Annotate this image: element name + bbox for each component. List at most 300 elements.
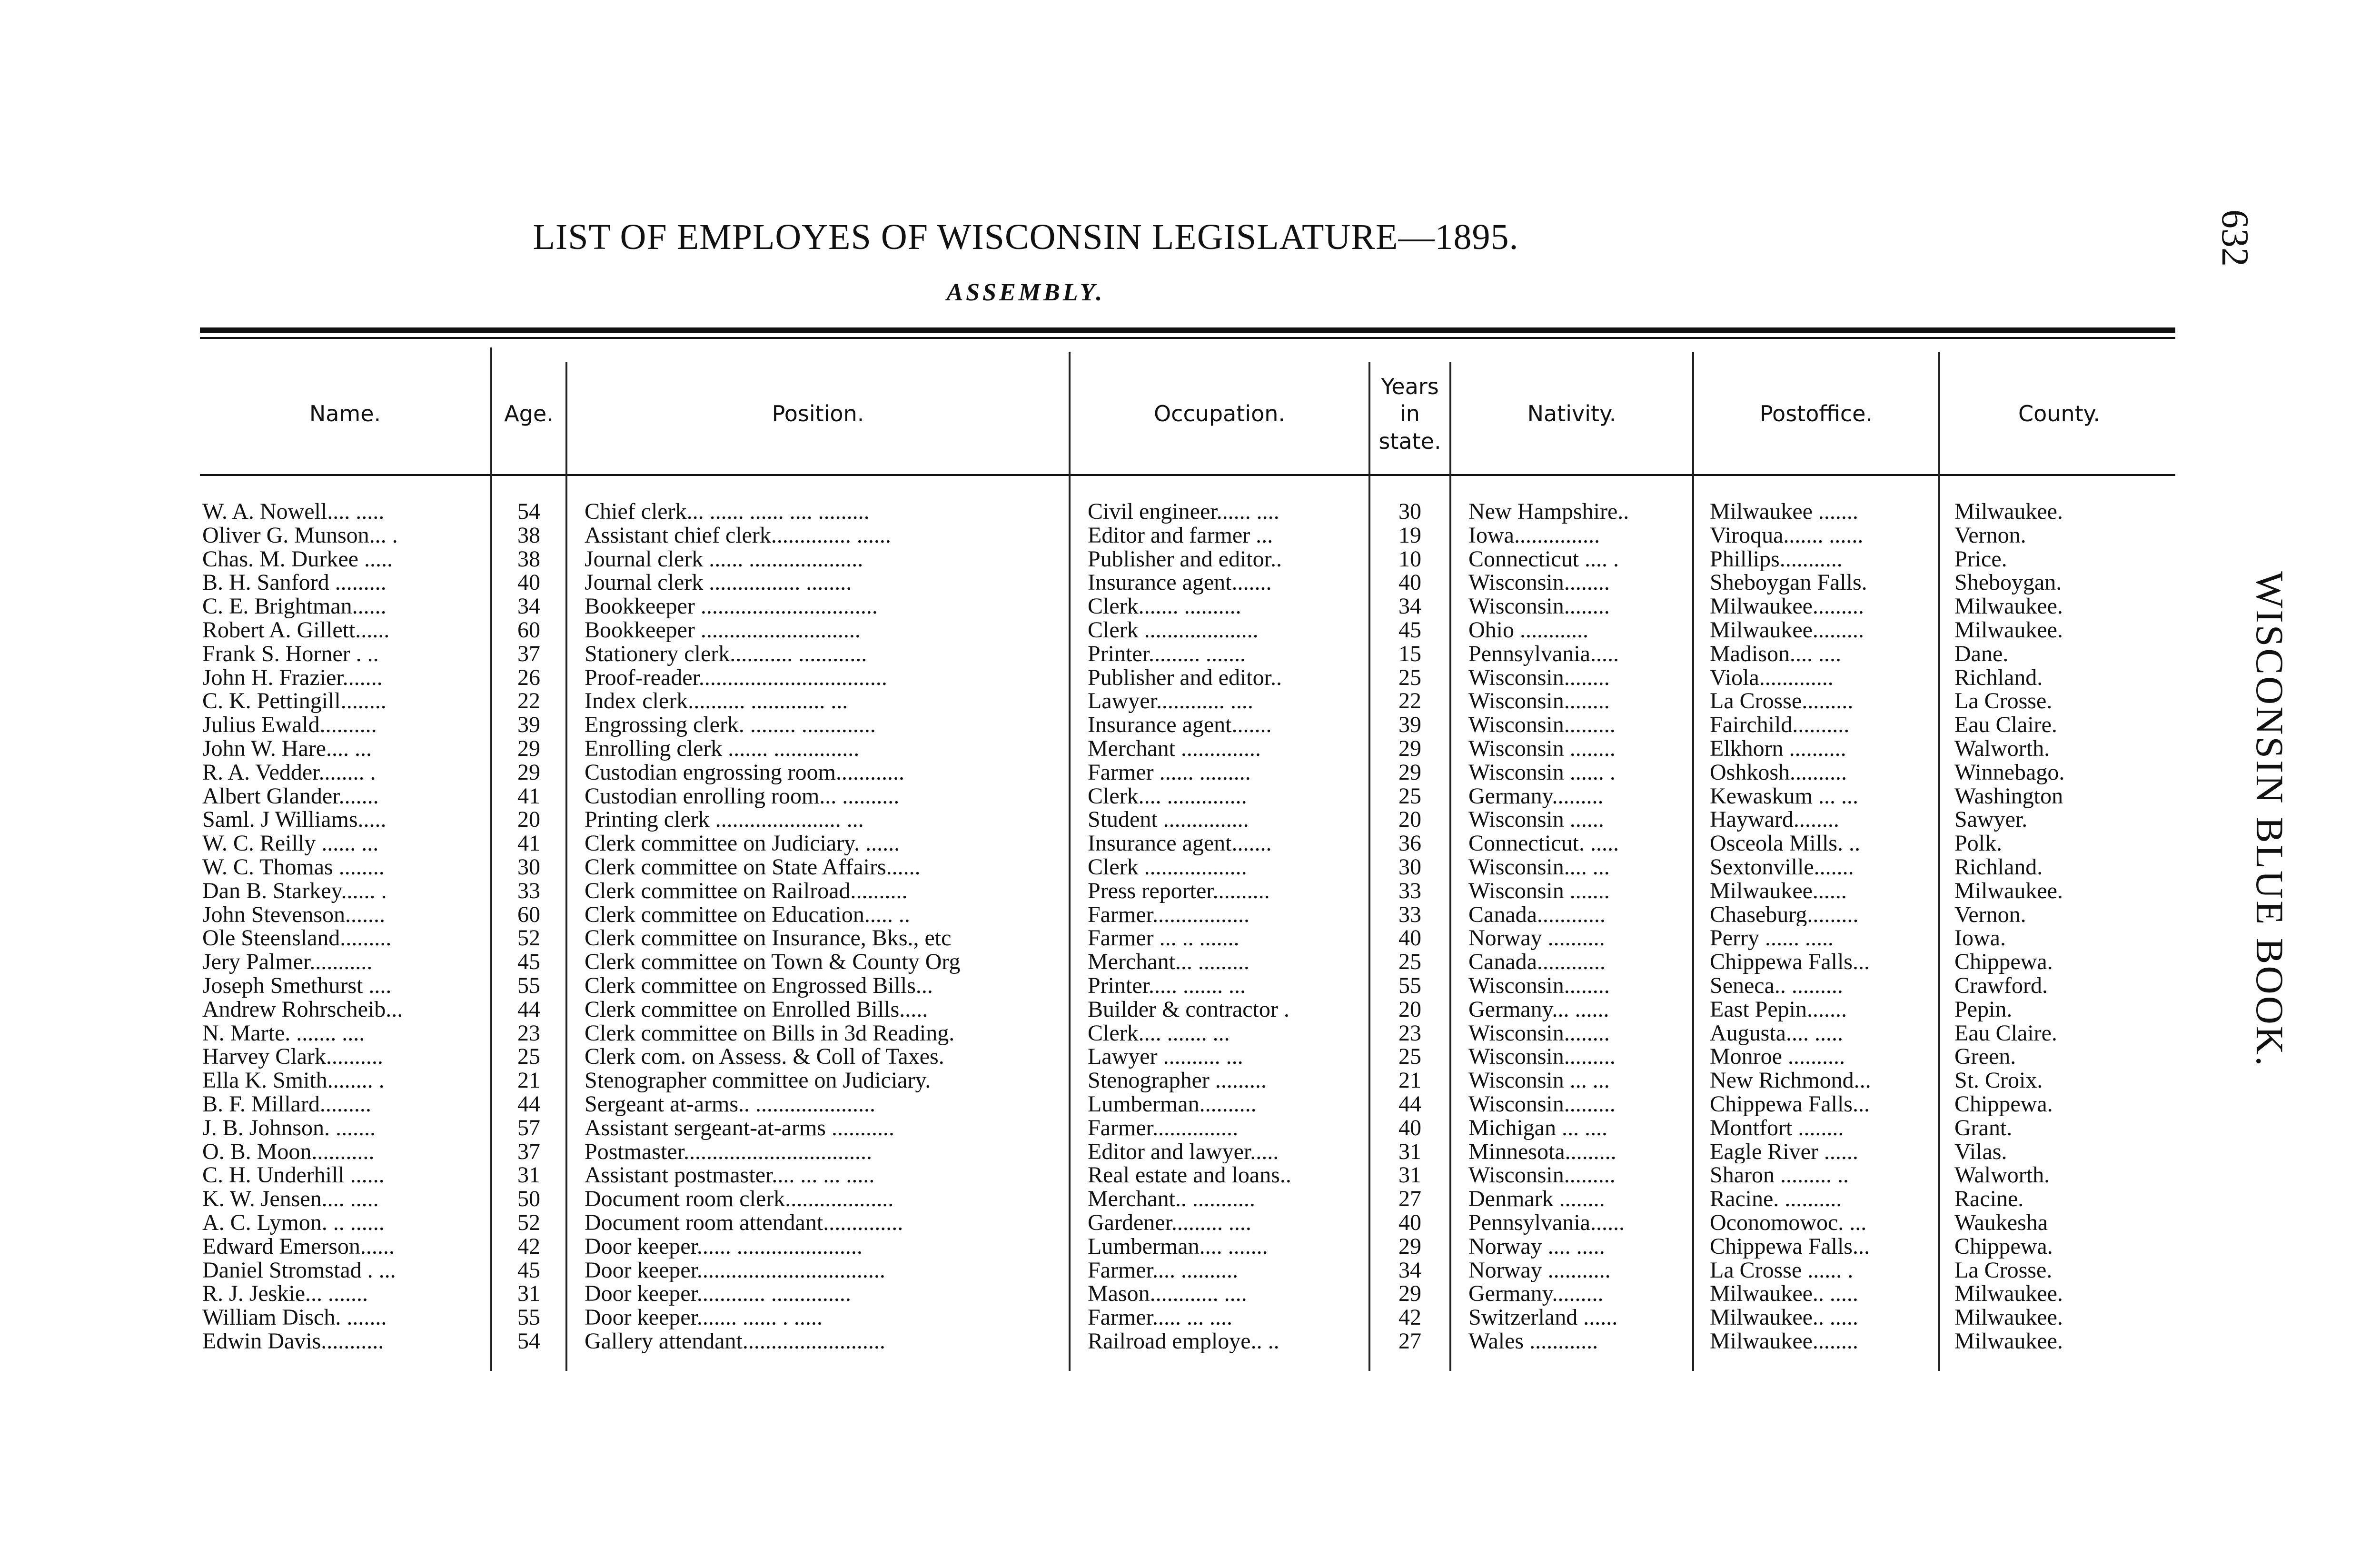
cell-occupation: Farmer ... .. ....... [1088,926,1240,951]
cell-postoffice: East Pepin....... [1710,997,1847,1021]
cell-postoffice: Osceola Mills. .. [1710,832,1860,855]
table-row [0,1259,2380,1282]
cell-occupation: Student ............... [1088,808,1249,832]
cell-position: Stationery clerk........... ............ [585,642,867,666]
table-row [0,1235,2380,1259]
cell-position: Enrolling clerk ....... ............... [585,736,860,761]
table-row [0,1069,2380,1092]
cell-county: Dane. [1954,642,2009,666]
cell-county: Chippewa. [1954,1092,2053,1116]
table-row [0,713,2380,737]
cell-position: Clerk committee on Judiciary. ...... [585,832,900,855]
table-row [0,974,2380,998]
cell-occupation: Lawyer............ .... [1088,689,1253,714]
page-number: 632 [2214,209,2256,267]
cell-years: 20 [1398,997,1421,1021]
cell-position: Clerk committee on Enrolled Bills..... [585,997,928,1021]
cell-name: John H. Frazier....... [202,665,383,690]
cell-nativity: Germany......... [1468,784,1604,808]
cell-postoffice: Madison.... .... [1710,642,1841,666]
cell-age: 41 [517,784,540,808]
cell-occupation: Merchant... ......... [1088,950,1250,974]
cell-county: Polk. [1954,832,2003,855]
cell-occupation: Clerk....... .......... [1088,595,1241,618]
cell-county: Green. [1954,1045,2016,1069]
cell-position: Custodian enrolling room... .......... [585,784,900,808]
table-row [0,998,2380,1021]
cell-years: 34 [1398,1258,1421,1282]
cell-postoffice: Chippewa Falls... [1710,950,1870,974]
cell-position: Index clerk.......... ............. ... [585,689,848,714]
cell-years: 23 [1398,1021,1421,1045]
cell-county: Milwaukee. [1954,500,2063,524]
column-header-age: Age. [504,401,554,427]
cell-name: C. E. Brightman...... [202,595,387,618]
cell-name: R. J. Jeskie... ....... [202,1282,368,1306]
cell-age: 44 [517,997,540,1021]
cell-position: Engrossing clerk. ........ ............. [585,713,876,737]
table-row [0,689,2380,713]
cell-name: Daniel Stromstad . ... [202,1258,396,1282]
cell-name: N. Marte. ....... .... [202,1021,365,1045]
cell-county: Pepin. [1954,997,2013,1021]
cell-postoffice: Milwaukee......... [1710,618,1864,642]
cell-county: Walworth. [1954,1163,2050,1188]
cell-name: Saml. J Williams..... [202,808,387,832]
cell-age: 60 [517,618,540,642]
cell-county: Winnebago. [1954,760,2065,784]
cell-nativity: Pennsylvania...... [1468,1210,1625,1235]
cell-occupation: Stenographer ......... [1088,1069,1267,1092]
cell-age: 31 [517,1163,540,1188]
table-row [0,1306,2380,1329]
cell-position: Gallery attendant......................... [585,1329,885,1353]
cell-occupation: Publisher and editor.. [1088,665,1282,690]
cell-postoffice: Chaseburg......... [1710,902,1859,927]
cell-postoffice: Racine. .......... [1710,1187,1842,1211]
cell-name: Oliver G. Munson... . [202,523,398,547]
table-row [0,761,2380,784]
cell-occupation: Merchant.. ........... [1088,1187,1255,1211]
cell-nativity: Norway ........... [1468,1258,1611,1282]
cell-occupation: Farmer..... ... .... [1088,1306,1232,1329]
cell-years: 30 [1398,855,1421,879]
cell-occupation: Lawyer .......... ... [1088,1045,1243,1069]
cell-name: C. H. Underhill ...... [202,1163,385,1188]
cell-county: Eau Claire. [1954,1021,2057,1045]
cell-nativity: Wisconsin ...... . [1468,760,1616,784]
cell-position: Assistant sergeant-at-arms ........... [585,1116,894,1140]
cell-name: Robert A. Gillett...... [202,618,390,642]
cell-name: Ole Steensland......... [202,926,392,951]
column-header-postoffice: Postoffice. [1759,401,1873,427]
cell-years: 40 [1398,926,1421,951]
cell-county: Waukesha [1954,1210,2048,1235]
cell-county: Vernon. [1954,902,2026,927]
table-row [0,808,2380,832]
cell-occupation: Civil engineer...... .... [1088,500,1279,524]
cell-name: Harvey Clark.......... [202,1045,383,1069]
cell-age: 37 [517,642,540,666]
cell-years: 21 [1398,1069,1421,1092]
cell-position: Door keeper....... ...... . ..... [585,1306,823,1329]
cell-position: Door keeper............ .............. [585,1282,851,1306]
cell-position: Clerk committee on Town & County Org [585,950,961,974]
column-header-years: Years in state. [1378,373,1441,454]
cell-nativity: Michigan ... .... [1468,1116,1607,1140]
cell-occupation: Farmer................. [1088,902,1250,927]
cell-years: 10 [1398,547,1421,571]
cell-county: La Crosse. [1954,1258,2053,1282]
cell-occupation: Printer......... ....... [1088,642,1246,666]
table-row [0,737,2380,761]
cell-postoffice: Montfort ........ [1710,1116,1844,1140]
column-header-county: County. [2018,401,2100,427]
cell-county: Sheboygan. [1954,571,2062,595]
cell-years: 29 [1398,1282,1421,1306]
cell-nativity: Wisconsin......... [1468,713,1616,737]
cell-years: 25 [1398,950,1421,974]
cell-position: Assistant chief clerk.............. ...... [585,523,891,547]
cell-name: Edwin Davis........... [202,1329,384,1353]
cell-county: Milwaukee. [1954,1306,2063,1329]
cell-age: 37 [517,1140,540,1164]
table-row [0,926,2380,950]
cell-nativity: Wisconsin........ [1468,571,1610,595]
cell-nativity: Ohio ............ [1468,618,1588,642]
table-row [0,832,2380,855]
cell-postoffice: Sextonville....... [1710,855,1854,879]
cell-position: Bookkeeper ............................... [585,595,878,618]
cell-postoffice: Chippewa Falls... [1710,1234,1870,1259]
cell-nativity: Wisconsin........ [1468,689,1610,714]
cell-name: A. C. Lymon. .. ...... [202,1210,385,1235]
cell-county: Eau Claire. [1954,713,2057,737]
cell-name: W. C. Reilly ...... ... [202,832,379,855]
cell-years: 25 [1398,665,1421,690]
cell-nativity: Connecticut .... . [1468,547,1619,571]
page-subtitle: ASSEMBLY. [946,279,1105,306]
cell-age: 52 [517,1210,540,1235]
cell-age: 29 [517,760,540,784]
cell-county: Crawford. [1954,973,2048,998]
cell-name: W. A. Nowell.... ..... [202,500,385,524]
cell-county: Iowa. [1954,926,2006,951]
cell-postoffice: Milwaukee ....... [1710,500,1858,524]
cell-occupation: Farmer.... .......... [1088,1258,1238,1282]
cell-years: 27 [1398,1187,1421,1211]
cell-years: 19 [1398,523,1421,547]
table-row [0,1045,2380,1069]
cell-age: 42 [517,1234,540,1259]
cell-years: 27 [1398,1329,1421,1353]
cell-county: Milwaukee. [1954,595,2063,618]
cell-county: Grant. [1954,1116,2013,1140]
cell-nativity: Connecticut. ..... [1468,832,1619,855]
cell-postoffice: Elkhorn .......... [1710,736,1846,761]
cell-name: W. C. Thomas ........ [202,855,385,879]
cell-name: R. A. Vedder........ . [202,760,376,784]
cell-years: 20 [1398,808,1421,832]
cell-occupation: Real estate and loans.. [1088,1163,1291,1188]
cell-postoffice: Monroe .......... [1710,1045,1845,1069]
cell-nativity: Wisconsin........ [1468,1021,1610,1045]
cell-nativity: Wisconsin......... [1468,1092,1616,1116]
cell-county: Milwaukee. [1954,618,2063,642]
cell-position: Proof-reader................................. [585,665,887,690]
table-row [0,666,2380,690]
cell-nativity: Wisconsin.... ... [1468,855,1610,879]
cell-postoffice: La Crosse......... [1710,689,1854,714]
table-row [0,1163,2380,1187]
cell-name: Albert Glander....... [202,784,379,808]
cell-county: Milwaukee. [1954,1282,2063,1306]
cell-occupation: Lumberman.... ....... [1088,1234,1268,1259]
cell-name: C. K. Pettingill........ [202,689,387,714]
cell-years: 36 [1398,832,1421,855]
cell-age: 38 [517,547,540,571]
cell-years: 29 [1398,760,1421,784]
cell-years: 34 [1398,595,1421,618]
cell-position: Bookkeeper ............................ [585,618,861,642]
column-header-position: Position. [772,401,864,427]
cell-occupation: Editor and farmer ... [1088,523,1273,547]
cell-years: 31 [1398,1140,1421,1164]
cell-postoffice: Viola............. [1710,665,1834,690]
table-row [0,855,2380,879]
cell-age: 23 [517,1021,540,1045]
cell-occupation: Clerk.... ....... ... [1088,1021,1230,1045]
cell-age: 30 [517,855,540,879]
cell-county: Racine. [1954,1187,2024,1211]
cell-postoffice: Augusta.... ..... [1710,1021,1843,1045]
cell-nativity: Canada............ [1468,902,1606,927]
cell-age: 54 [517,1329,540,1353]
cell-position: Clerk com. on Assess. & Coll of Taxes. [585,1045,944,1069]
cell-postoffice: Sharon ......... .. [1710,1163,1849,1188]
cell-age: 31 [517,1282,540,1306]
cell-name: K. W. Jensen.... ..... [202,1187,379,1211]
cell-occupation: Insurance agent....... [1088,571,1272,595]
cell-postoffice: Milwaukee........ [1710,1329,1858,1353]
table-top-rule-thin [200,337,2175,339]
table-row [0,950,2380,974]
cell-occupation: Merchant .............. [1088,736,1261,761]
cell-years: 42 [1398,1306,1421,1329]
column-header-occupation: Occupation. [1153,401,1286,427]
table-row [0,1211,2380,1235]
cell-occupation: Printer..... ....... ... [1088,973,1246,998]
cell-postoffice: Hayward........ [1710,808,1839,832]
cell-name: B. H. Sanford ......... [202,571,387,595]
cell-postoffice: Kewaskum ... ... [1710,784,1858,808]
running-head: WISCONSIN BLUE BOOK. [2248,571,2291,1068]
cell-occupation: Farmer............... [1088,1116,1238,1140]
cell-nativity: Wisconsin........ [1468,595,1610,618]
cell-name: Ella K. Smith........ . [202,1069,385,1092]
cell-age: 20 [517,808,540,832]
table-top-rule-thick [200,327,2175,333]
cell-name: John W. Hare.... ... [202,736,372,761]
cell-county: St. Croix. [1954,1069,2043,1092]
cell-nativity: Iowa............... [1468,523,1600,547]
cell-name: William Disch. ....... [202,1306,387,1329]
cell-nativity: Wisconsin......... [1468,1163,1616,1188]
cell-county: Sawyer. [1954,808,2028,832]
cell-occupation: Clerk .................. [1088,855,1247,879]
cell-postoffice: La Crosse ...... . [1710,1258,1854,1282]
cell-position: Stenographer committee on Judiciary. [585,1069,931,1092]
cell-age: 25 [517,1045,540,1069]
cell-age: 55 [517,973,540,998]
cell-county: Chippewa. [1954,1234,2053,1259]
cell-nativity: Wisconsin........ [1468,665,1610,690]
cell-county: Milwaukee. [1954,1329,2063,1353]
cell-postoffice: Eagle River ...... [1710,1140,1858,1164]
cell-occupation: Insurance agent....... [1088,713,1272,737]
cell-age: 55 [517,1306,540,1329]
cell-nativity: Wisconsin ... ... [1468,1069,1610,1092]
cell-nativity: Wales ............ [1468,1329,1598,1353]
cell-county: Richland. [1954,855,2043,879]
cell-age: 33 [517,879,540,903]
table-row [0,1021,2380,1045]
cell-age: 29 [517,736,540,761]
cell-postoffice: Chippewa Falls... [1710,1092,1870,1116]
cell-name: Andrew Rohrscheib... [202,997,403,1021]
cell-position: Assistant postmaster.... ... ... ..... [585,1163,875,1188]
column-header-nativity: Nativity. [1527,401,1616,427]
cell-name: Jery Palmer........... [202,950,373,974]
cell-age: 34 [517,595,540,618]
table-row [0,618,2380,642]
cell-name: John Stevenson....... [202,902,385,927]
cell-postoffice: Phillips........... [1710,547,1843,571]
cell-postoffice: Oconomowoc. ... [1710,1210,1867,1235]
cell-position: Clerk committee on Bills in 3d Reading. [585,1021,955,1045]
cell-nativity: Germany......... [1468,1282,1604,1306]
cell-county: La Crosse. [1954,689,2053,714]
cell-age: 54 [517,500,540,524]
cell-occupation: Builder & contractor . [1088,997,1289,1021]
cell-years: 33 [1398,879,1421,903]
cell-name: Frank S. Horner . .. [202,642,379,666]
cell-county: Chippewa. [1954,950,2053,974]
cell-nativity: Wisconsin........ [1468,973,1610,998]
cell-position: Custodian engrossing room............ [585,760,904,784]
table-row [0,903,2380,927]
cell-position: Journal clerk ................ ........ [585,571,852,595]
cell-position: Journal clerk ...... .................... [585,547,863,571]
table-row [0,879,2380,903]
table-row [0,1187,2380,1211]
cell-age: 40 [517,571,540,595]
cell-occupation: Mason............ .... [1088,1282,1247,1306]
cell-years: 29 [1398,736,1421,761]
cell-years: 31 [1398,1163,1421,1188]
table-row [0,1282,2380,1306]
table-row [0,1329,2380,1353]
table-row [0,524,2380,547]
cell-years: 55 [1398,973,1421,998]
table-row [0,500,2380,524]
cell-name: J. B. Johnson. ....... [202,1116,376,1140]
cell-years: 30 [1398,500,1421,524]
cell-position: Clerk committee on Insurance, Bks., etc [585,926,952,951]
cell-name: Julius Ewald.......... [202,713,377,737]
table-row [0,571,2380,595]
cell-name: O. B. Moon........... [202,1140,375,1164]
table-row [0,1140,2380,1164]
cell-age: 22 [517,689,540,714]
cell-name: Edward Emerson...... [202,1234,395,1259]
cell-county: Washington [1954,784,2063,808]
cell-years: 44 [1398,1092,1421,1116]
cell-position: Document room attendant.............. [585,1210,903,1235]
table-row [0,642,2380,666]
cell-county: Vilas. [1954,1140,2007,1164]
cell-age: 41 [517,832,540,855]
table-row [0,595,2380,618]
cell-nativity: Canada............ [1468,950,1606,974]
cell-age: 26 [517,665,540,690]
cell-county: Richland. [1954,665,2043,690]
cell-years: 40 [1398,571,1421,595]
cell-occupation: Editor and lawyer..... [1088,1140,1279,1164]
page-title: LIST OF EMPLOYES OF WISCONSIN LEGISLATURE—1895. [533,217,1519,257]
cell-nativity: New Hampshire.. [1468,500,1629,524]
cell-years: 45 [1398,618,1421,642]
cell-nativity: Wisconsin ....... [1468,879,1610,903]
cell-postoffice: Oshkosh.......... [1710,760,1847,784]
cell-age: 50 [517,1187,540,1211]
cell-occupation: Insurance agent....... [1088,832,1272,855]
cell-postoffice: Milwaukee......... [1710,595,1864,618]
cell-years: 40 [1398,1116,1421,1140]
cell-postoffice: Milwaukee.. ..... [1710,1282,1858,1306]
cell-nativity: Norway .......... [1468,926,1605,951]
table-row [0,547,2380,571]
cell-postoffice: Perry ...... ..... [1710,926,1834,951]
cell-nativity: Denmark ........ [1468,1187,1605,1211]
cell-years: 29 [1398,1234,1421,1259]
table-row [0,784,2380,808]
cell-position: Document room clerk................... [585,1187,894,1211]
cell-position: Clerk committee on Education..... .. [585,902,910,927]
cell-age: 45 [517,950,540,974]
cell-nativity: Norway .... ..... [1468,1234,1605,1259]
cell-position: Printing clerk ...................... ... [585,808,864,832]
cell-position: Sergeant at-arms.. ..................... [585,1092,875,1116]
cell-nativity: Switzerland ...... [1468,1306,1618,1329]
cell-years: 25 [1398,784,1421,808]
cell-years: 40 [1398,1210,1421,1235]
cell-occupation: Publisher and editor.. [1088,547,1282,571]
cell-postoffice: Fairchild.......... [1710,713,1850,737]
cell-postoffice: Viroqua....... ...... [1710,523,1864,547]
cell-name: B. F. Millard......... [202,1092,371,1116]
cell-position: Door keeper...... ...................... [585,1234,863,1259]
cell-name: Dan B. Starkey...... . [202,879,387,903]
cell-postoffice: Milwaukee.. ..... [1710,1306,1858,1329]
cell-nativity: Minnesota......... [1468,1140,1616,1164]
cell-age: 60 [517,902,540,927]
table-row [0,1116,2380,1140]
cell-age: 45 [517,1258,540,1282]
cell-postoffice: Seneca.. ......... [1710,973,1843,998]
cell-years: 39 [1398,713,1421,737]
cell-county: Milwaukee. [1954,879,2063,903]
